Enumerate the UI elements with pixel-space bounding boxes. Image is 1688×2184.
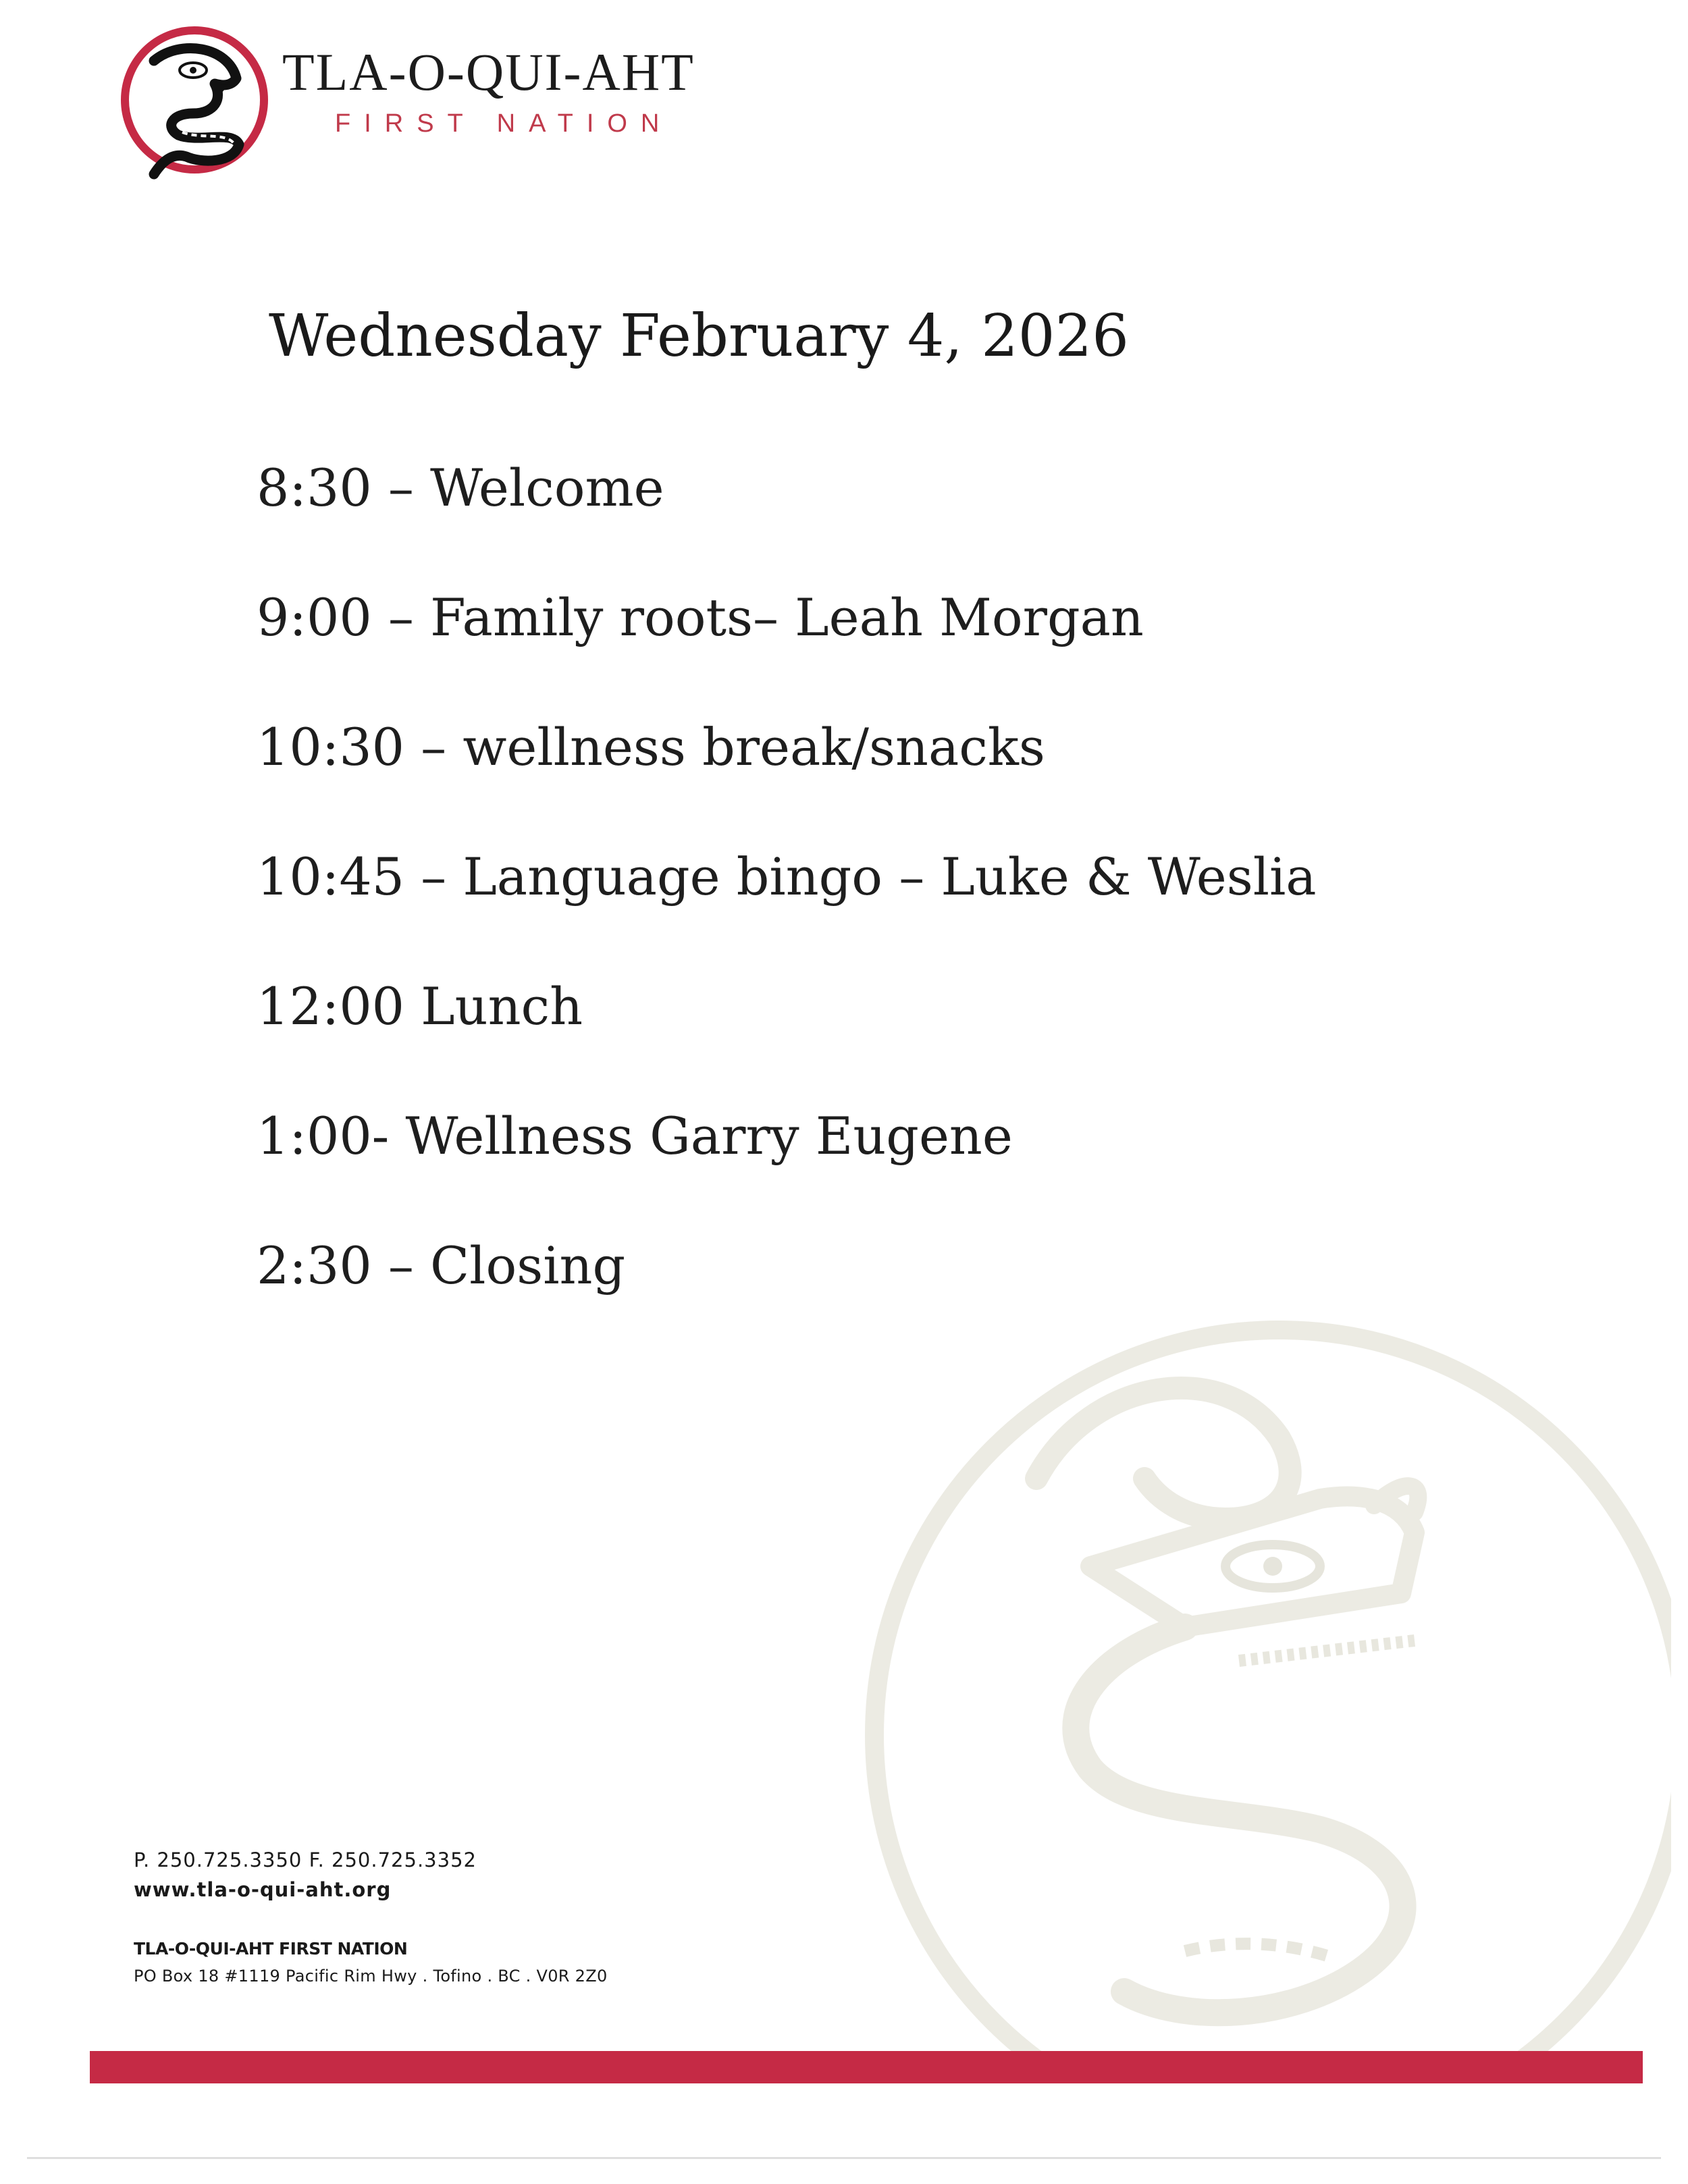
footer-red-bar [90,2051,1643,2083]
serpent-circle-watermark-icon [807,1276,1671,2052]
agenda-item: 8:30 – Welcome [257,458,664,518]
event-date-heading: Wednesday February 4, 2026 [269,302,1129,370]
agenda-item: 9:00 – Family roots– Leah Morgan [257,587,1144,647]
address-name: TLA-O-QUI-AHT FIRST NATION [134,1939,408,1959]
address-line: PO Box 18 #1119 Pacific Rim Hwy . Tofino . BC . V0R 2Z0 [134,1967,608,1986]
agenda-item: 10:45 – Language bingo – Luke & Weslia [257,847,1317,907]
serpent-circle-logo-icon [113,19,275,181]
contact-block [134,1848,608,1986]
agenda-item: 12:00 Lunch [257,976,583,1036]
org-name: TLA-O-QUI-AHT [282,43,695,101]
agenda-list [257,0,1404,1350]
phone-fax: P. 250.725.3350 F. 250.725.3352 [134,1848,477,1871]
agenda-item: 1:00- Wellness Garry Eugene [257,1106,1013,1166]
agenda-item: 10:30 – wellness break/snacks [257,717,1045,777]
agenda-item: 2:30 – Closing [257,1235,626,1296]
website-link[interactable]: www.tla-o-qui-aht.org [134,1878,392,1901]
bottom-divider [27,2157,1661,2159]
org-subtitle: FIRST NATION [335,109,673,138]
